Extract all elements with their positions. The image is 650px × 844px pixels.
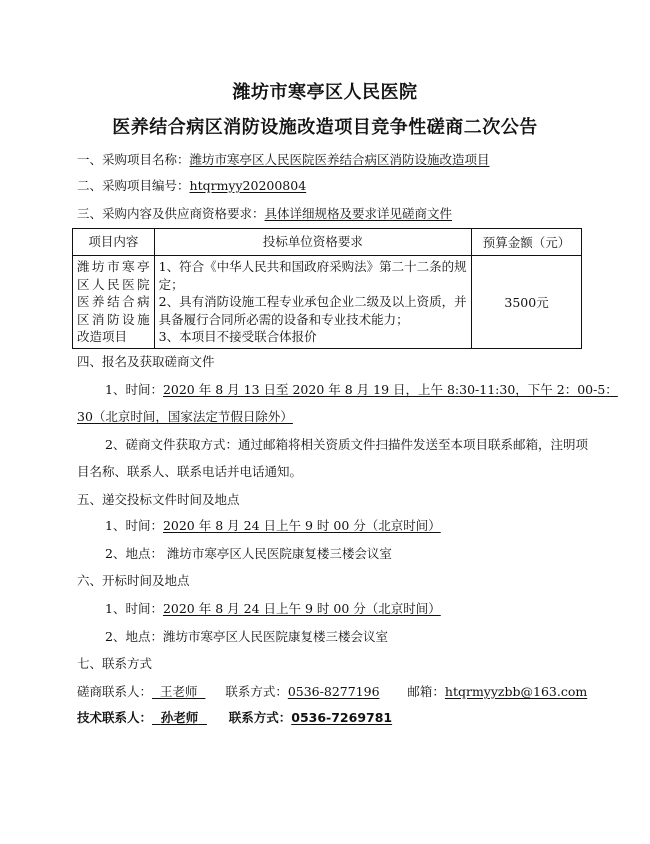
section-2 bbox=[77, 178, 306, 194]
requirements-value: 具体详细规格及要求详见磋商文件 bbox=[264, 206, 453, 221]
consult-phone: 0536-8277196 bbox=[287, 684, 380, 699]
cell-project: 潍坊市寒亭区人民医院医养结合病区消防设施改造项目 bbox=[73, 256, 155, 349]
consult-contact-name: 王老师 bbox=[159, 684, 198, 699]
section-4-heading: 四、报名及获取磋商文件 bbox=[77, 354, 215, 369]
title-announcement: 医养结合病区消防设施改造项目竞争性磋商二次公告 bbox=[112, 117, 538, 138]
project-name-value: 潍坊市寒亭区人民医院医养结合病区消防设施改造项目 bbox=[189, 152, 490, 167]
header-qualification: 投标单位资格要求 bbox=[154, 229, 471, 256]
consult-mail-label: 邮箱： bbox=[407, 684, 445, 699]
tech-phone: 0536-7269781 bbox=[291, 710, 393, 725]
contact-tech-row bbox=[77, 710, 392, 726]
header-budget: 预算金额（元） bbox=[472, 229, 582, 256]
s5-time-label: 1、时间： bbox=[105, 518, 163, 533]
contact-consult-row bbox=[77, 684, 587, 700]
section-1 bbox=[77, 152, 490, 168]
table-row bbox=[73, 256, 582, 349]
s5-time-value: 2020 年 8 月 24 日上午 9 时 00 分（北京时间） bbox=[162, 518, 441, 533]
tech-contact-name: 孙老师 bbox=[160, 710, 199, 725]
s4-time-value: 2020 年 8 月 13 日至 2020 年 8 月 19 日，上午 8:30-11:30，下午 2：00-5： bbox=[162, 382, 618, 397]
section-4-time bbox=[105, 382, 618, 398]
consult-mail: htqrmyyzbb@163.com bbox=[444, 684, 588, 699]
requirements-table bbox=[72, 228, 582, 349]
s4-time-value-cont: 30（北京时间，国家法定节假日除外） bbox=[77, 409, 293, 424]
section-5-time bbox=[105, 518, 441, 534]
section-4-time-cont bbox=[77, 409, 293, 425]
tech-contact-label: 技术联系人： bbox=[77, 710, 153, 725]
qualification-item-2: 2、具有消防设施工程专业承包企业二级及以上资质，并具备履行合同所必需的设备和专业技术能力； bbox=[158, 294, 467, 327]
section-6-time bbox=[105, 601, 441, 617]
section-4-method: 2、磋商文件获取方式：通过邮箱将相关资质文件扫描件发送至本项目联系邮箱，注明项 bbox=[105, 437, 588, 452]
tech-phone-label: 联系方式： bbox=[228, 710, 292, 725]
consult-contact-label: 磋商联系人： bbox=[77, 684, 153, 699]
s6-time-value: 2020 年 8 月 24 日上午 9 时 00 分（北京时间） bbox=[162, 601, 441, 616]
title-hospital: 潍坊市寒亭区人民医院 bbox=[232, 82, 418, 103]
section-3 bbox=[77, 206, 452, 222]
cell-qualification bbox=[154, 256, 471, 349]
section-5-place: 2、地点： 潍坊市寒亭区人民医院康复楼三楼会议室 bbox=[105, 546, 392, 561]
s4-time-label: 1、时间： bbox=[105, 382, 163, 397]
section-6-heading: 六、开标时间及地点 bbox=[77, 573, 190, 588]
cell-budget: 3500元 bbox=[472, 256, 582, 349]
consult-phone-label: 联系方式： bbox=[225, 684, 288, 699]
section-7-heading: 七、联系方式 bbox=[77, 656, 153, 671]
requirements-label: 三、采购内容及供应商资格要求： bbox=[77, 206, 265, 221]
project-name-label: 一、采购项目名称： bbox=[77, 152, 190, 167]
table-header-row bbox=[73, 229, 582, 256]
section-6-place: 2、地点：潍坊市寒亭区人民医院康复楼三楼会议室 bbox=[105, 629, 388, 644]
section-4-method-cont: 目名称、联系人、联系电话并电话通知。 bbox=[77, 464, 303, 479]
s6-time-label: 1、时间： bbox=[105, 601, 163, 616]
project-code-value: htqrmyy20200804 bbox=[189, 178, 307, 193]
section-5-heading: 五、递交投标文件时间及地点 bbox=[77, 492, 240, 507]
qualification-item-1: 1、符合《中华人民共和国政府采购法》第二十二条的规定； bbox=[158, 259, 467, 292]
project-code-label: 二、采购项目编号： bbox=[77, 178, 190, 193]
header-project: 项目内容 bbox=[73, 229, 155, 256]
qualification-item-3: 3、本项目不接受联合体报价 bbox=[158, 329, 317, 344]
